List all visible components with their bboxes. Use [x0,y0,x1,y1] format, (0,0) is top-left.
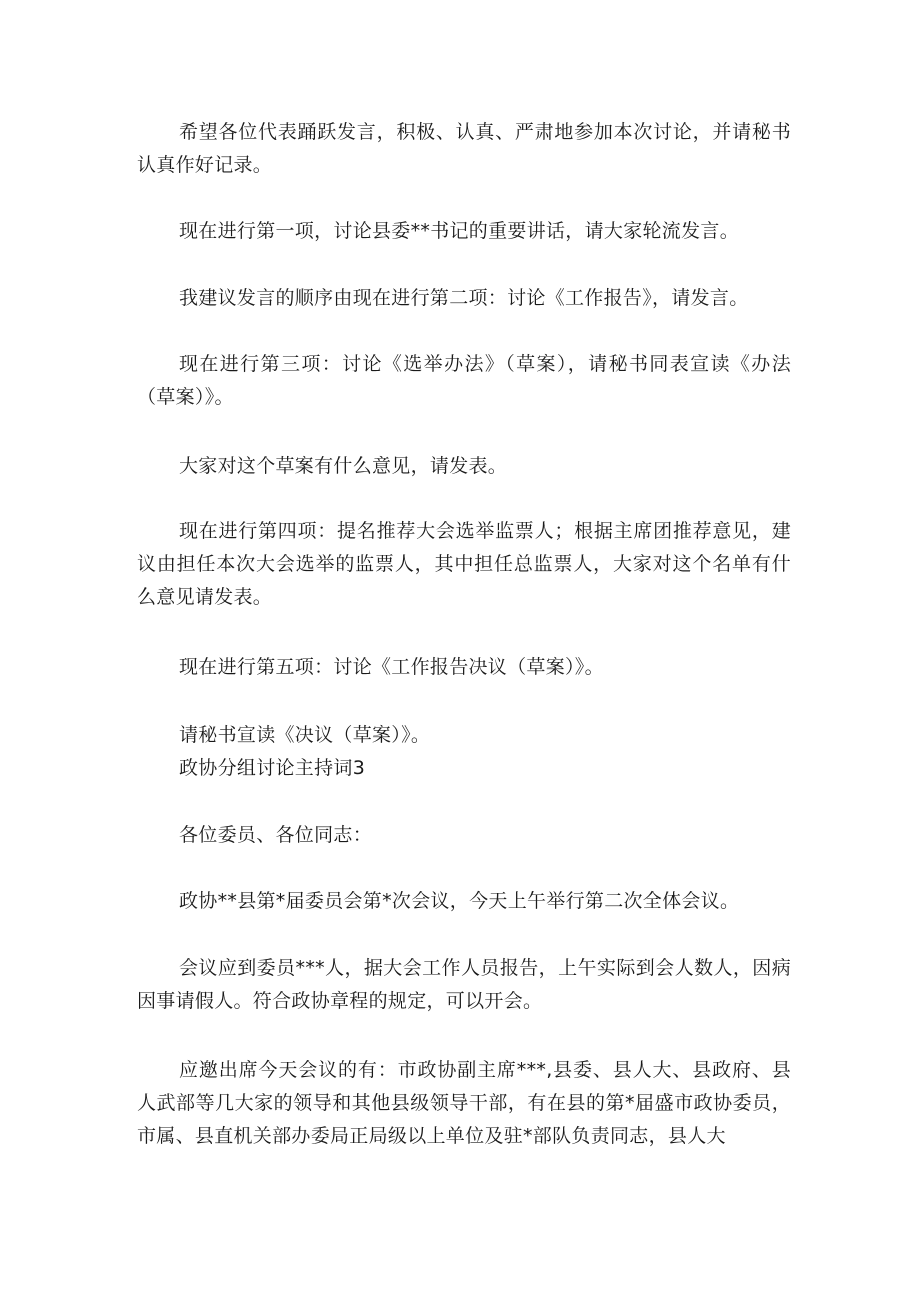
paragraph-item-three: 现在进行第三项：讨论《选举办法》（草案），请秘书同表宣读《办法（草案）》。 [137,353,791,408]
section-heading: 政协分组讨论主持词3 [179,757,366,779]
paragraph-salutation: 各位委员、各位同志： [179,824,373,846]
paragraph-draft-opinion: 大家对这个草案有什么意见，请发表。 [179,455,508,477]
paragraph-read-resolution: 请秘书宣读《决议（草案）》。 [179,724,431,746]
paragraph-meeting-intro: 政协**县第*届委员会第*次会议，今天上午举行第二次全体会议。 [179,890,740,912]
paragraph-attendance: 会议应到委员***人，据大会工作人员报告，上午实际到会人数人，因病因事请假人。符合政协章程的规定，可以开会。 [137,957,791,1012]
paragraph-item-one: 现在进行第一项，讨论县委**书记的重要讲话，请大家轮流发言。 [179,220,740,242]
paragraph-item-four: 现在进行第四项：提名推荐大会选举监票人；根据主席团推荐意见，建议由担任本次大会选举的监票人，其中担任总监票人，大家对这个名单有什么意见请发表。 [137,520,791,608]
paragraph-discussion-appeal: 希望各位代表踊跃发言，积极、认真、严肃地参加本次讨论，并请秘书认真作好记录。 [137,121,791,176]
paragraph-item-two: 我建议发言的顺序由现在进行第二项：讨论《工作报告》，请发言。 [179,287,749,309]
paragraph-item-five: 现在进行第五项：讨论《工作报告决议（草案）》。 [179,656,604,678]
paragraph-invited-guests: 应邀出席今天会议的有：市政协副主席***,县委、县人大、县政府、县人武部等几大家的领导和其他县级领导干部，有在县的第*届盛市政协委员，市属、县直机关部办委局正局级以上单位及驻*部队负责同志，县人大 [137,1059,791,1147]
